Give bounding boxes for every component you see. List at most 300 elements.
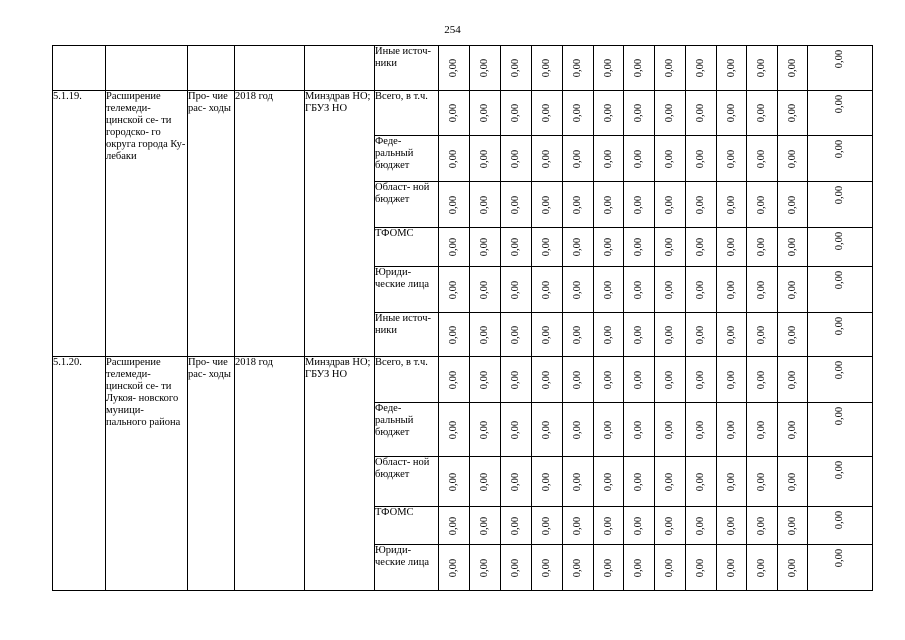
value-cell: [439, 182, 470, 228]
value-text: 0,00: [786, 149, 798, 168]
value-text: 0,00: [510, 103, 521, 123]
value-cell: [439, 267, 470, 313]
value-cell: [808, 313, 873, 357]
value-text: 0,00: [633, 516, 644, 535]
value-cell: [686, 267, 717, 313]
value-text: 0,00: [572, 280, 583, 299]
value-cell: [470, 357, 501, 403]
value-text: 0,00: [479, 472, 490, 491]
value-cell: [501, 182, 532, 228]
value-text: 0,00: [602, 280, 614, 299]
value-cell: [439, 313, 470, 357]
value-text: 0,00: [448, 280, 459, 299]
value-cell: [747, 507, 778, 545]
value-cell: [808, 46, 873, 91]
value-text: 0,00: [510, 195, 521, 214]
value-text: 0,00: [448, 472, 459, 491]
value-cell: [686, 136, 717, 182]
value-cell: [778, 357, 808, 403]
value-cell: [624, 313, 655, 357]
value-cell: [594, 507, 624, 545]
value-text: 0,00: [695, 558, 706, 577]
table-row: [53, 91, 873, 136]
value-text: 0,00: [664, 420, 675, 439]
value-cell: [655, 228, 686, 267]
value-cell: [717, 228, 747, 267]
value-text: 0,00: [572, 58, 583, 78]
project-name: Расширение телемеди- цинской се- ти Лукоя- новского муници- пального района: [106, 357, 188, 591]
value-text: 0,00: [510, 516, 521, 535]
value-text: 0,00: [541, 103, 552, 123]
value-text: 0,00: [786, 325, 798, 344]
value-text: 0,00: [834, 316, 845, 336]
value-cell: [686, 457, 717, 507]
value-text: 0,00: [695, 420, 706, 439]
value-text: 0,00: [725, 58, 737, 78]
value-cell: [594, 228, 624, 267]
value-text: 0,00: [510, 472, 521, 491]
value-cell: [686, 403, 717, 457]
value-cell: [717, 313, 747, 357]
value-text: 0,00: [786, 58, 798, 78]
value-cell: [808, 545, 873, 591]
value-text: 0,00: [633, 472, 644, 491]
value-text: 0,00: [834, 231, 845, 251]
value-cell: [717, 267, 747, 313]
value-cell: [501, 46, 532, 91]
funding-source: Иные источ- ники: [375, 313, 439, 357]
value-text: 0,00: [756, 103, 767, 123]
value-text: 0,00: [479, 149, 490, 168]
funding-source: Юриди- ческие лица: [375, 267, 439, 313]
value-cell: [624, 182, 655, 228]
value-text: 0,00: [510, 420, 521, 439]
value-text: 0,00: [602, 370, 614, 389]
value-cell: [778, 228, 808, 267]
value-cell: [778, 457, 808, 507]
value-text: 0,00: [664, 195, 675, 214]
value-text: 0,00: [602, 516, 614, 535]
value-cell: [624, 457, 655, 507]
value-text: 0,00: [834, 139, 845, 159]
value-cell: [747, 91, 778, 136]
table-row: [53, 46, 873, 91]
value-text: 0,00: [602, 58, 614, 78]
empty-cell: [305, 46, 375, 91]
value-cell: [655, 357, 686, 403]
value-cell: [470, 267, 501, 313]
value-text: 0,00: [448, 195, 459, 214]
value-cell: [686, 545, 717, 591]
value-cell: [624, 507, 655, 545]
value-text: 0,00: [510, 558, 521, 577]
expense-type: Про- чие рас- ходы: [188, 91, 235, 357]
value-text: 0,00: [664, 516, 675, 535]
value-text: 0,00: [510, 149, 521, 168]
value-text: 0,00: [786, 280, 798, 299]
value-cell: [747, 545, 778, 591]
value-cell: [439, 507, 470, 545]
value-text: 0,00: [725, 558, 737, 577]
value-cell: [624, 267, 655, 313]
value-cell: [655, 507, 686, 545]
value-cell: [686, 46, 717, 91]
value-text: 0,00: [572, 195, 583, 214]
project-executor: Минздрав НО; ГБУЗ НО: [305, 357, 375, 591]
value-cell: [532, 228, 563, 267]
value-text: 0,00: [541, 149, 552, 168]
value-text: 0,00: [725, 237, 737, 257]
value-cell: [747, 182, 778, 228]
value-text: 0,00: [725, 472, 737, 491]
value-text: 0,00: [695, 472, 706, 491]
value-cell: [624, 46, 655, 91]
value-text: 0,00: [786, 516, 798, 535]
value-text: 0,00: [479, 195, 490, 214]
value-text: 0,00: [834, 548, 845, 568]
value-text: 0,00: [448, 370, 459, 389]
value-text: 0,00: [479, 558, 490, 577]
value-text: 0,00: [633, 103, 644, 123]
value-text: 0,00: [725, 516, 737, 535]
value-cell: [563, 91, 594, 136]
value-cell: [532, 313, 563, 357]
value-text: 0,00: [541, 195, 552, 214]
value-cell: [501, 403, 532, 457]
budget-table: [52, 45, 873, 591]
value-text: 0,00: [834, 49, 845, 69]
value-text: 0,00: [572, 472, 583, 491]
value-text: 0,00: [633, 420, 644, 439]
value-text: 0,00: [786, 472, 798, 491]
value-text: 0,00: [695, 370, 706, 389]
value-cell: [563, 136, 594, 182]
value-text: 0,00: [664, 558, 675, 577]
value-cell: [655, 182, 686, 228]
value-cell: [439, 46, 470, 91]
value-text: 0,00: [725, 103, 737, 123]
value-cell: [563, 457, 594, 507]
value-text: 0,00: [479, 325, 490, 344]
value-cell: [717, 136, 747, 182]
value-text: 0,00: [834, 94, 845, 114]
value-text: 0,00: [479, 370, 490, 389]
funding-source: ТФОМС: [375, 228, 439, 267]
value-cell: [439, 357, 470, 403]
value-cell: [808, 357, 873, 403]
value-text: 0,00: [664, 370, 675, 389]
value-cell: [808, 182, 873, 228]
value-cell: [501, 507, 532, 545]
value-text: 0,00: [695, 516, 706, 535]
value-cell: [594, 182, 624, 228]
value-text: 0,00: [541, 472, 552, 491]
empty-cell: [188, 46, 235, 91]
value-cell: [532, 267, 563, 313]
value-cell: [717, 91, 747, 136]
value-cell: [532, 403, 563, 457]
value-cell: [563, 228, 594, 267]
page-number: 254: [444, 24, 461, 36]
value-text: 0,00: [448, 516, 459, 535]
value-text: 0,00: [834, 510, 845, 530]
value-cell: [747, 403, 778, 457]
value-text: 0,00: [834, 270, 845, 290]
value-cell: [717, 403, 747, 457]
value-text: 0,00: [602, 558, 614, 577]
value-text: 0,00: [602, 195, 614, 214]
value-cell: [470, 91, 501, 136]
value-text: 0,00: [541, 325, 552, 344]
value-cell: [532, 357, 563, 403]
value-cell: [470, 457, 501, 507]
value-cell: [563, 182, 594, 228]
value-cell: [532, 46, 563, 91]
empty-cell: [235, 46, 305, 91]
value-text: 0,00: [695, 195, 706, 214]
value-text: 0,00: [756, 516, 767, 535]
value-text: 0,00: [572, 558, 583, 577]
value-text: 0,00: [664, 149, 675, 168]
value-cell: [624, 403, 655, 457]
value-text: 0,00: [664, 472, 675, 491]
funding-source: Всего, в т.ч.: [375, 357, 439, 403]
value-text: 0,00: [664, 280, 675, 299]
value-cell: [532, 545, 563, 591]
value-cell: [717, 457, 747, 507]
project-executor: Минздрав НО; ГБУЗ НО: [305, 91, 375, 357]
value-cell: [594, 136, 624, 182]
value-text: 0,00: [572, 516, 583, 535]
value-text: 0,00: [725, 420, 737, 439]
value-cell: [501, 91, 532, 136]
value-cell: [747, 136, 778, 182]
value-text: 0,00: [786, 558, 798, 577]
value-text: 0,00: [602, 420, 614, 439]
value-cell: [563, 313, 594, 357]
value-text: 0,00: [602, 325, 614, 344]
value-text: 0,00: [602, 149, 614, 168]
value-cell: [470, 46, 501, 91]
value-cell: [655, 267, 686, 313]
value-text: 0,00: [695, 325, 706, 344]
value-text: 0,00: [479, 420, 490, 439]
value-cell: [624, 228, 655, 267]
value-text: 0,00: [479, 516, 490, 535]
value-cell: [594, 357, 624, 403]
value-cell: [470, 545, 501, 591]
value-text: 0,00: [834, 360, 845, 380]
funding-source: Феде- ральный бюджет: [375, 403, 439, 457]
value-text: 0,00: [756, 237, 767, 257]
value-text: 0,00: [664, 58, 675, 78]
value-cell: [439, 136, 470, 182]
value-text: 0,00: [510, 58, 521, 78]
value-cell: [778, 507, 808, 545]
value-cell: [686, 182, 717, 228]
value-cell: [532, 136, 563, 182]
value-cell: [501, 545, 532, 591]
value-cell: [717, 357, 747, 403]
value-text: 0,00: [572, 149, 583, 168]
value-text: 0,00: [479, 58, 490, 78]
value-text: 0,00: [786, 195, 798, 214]
value-cell: [747, 357, 778, 403]
expense-type: Про- чие рас- ходы: [188, 357, 235, 591]
value-text: 0,00: [448, 420, 459, 439]
value-text: 0,00: [448, 325, 459, 344]
value-cell: [624, 136, 655, 182]
project-year: 2018 год: [235, 91, 305, 357]
value-cell: [655, 46, 686, 91]
value-cell: [747, 457, 778, 507]
value-cell: [501, 267, 532, 313]
value-cell: [624, 91, 655, 136]
value-text: 0,00: [510, 237, 521, 257]
value-cell: [563, 545, 594, 591]
value-cell: [624, 357, 655, 403]
value-cell: [594, 313, 624, 357]
value-cell: [470, 228, 501, 267]
table-row: [53, 357, 873, 403]
funding-source: Иные источ- ники: [375, 46, 439, 91]
empty-cell: [106, 46, 188, 91]
value-cell: [470, 403, 501, 457]
value-text: 0,00: [786, 237, 798, 257]
value-text: 0,00: [725, 195, 737, 214]
value-text: 0,00: [695, 149, 706, 168]
value-text: 0,00: [541, 370, 552, 389]
value-cell: [778, 136, 808, 182]
funding-source: Юриди- ческие лица: [375, 545, 439, 591]
funding-source: Област- ной бюджет: [375, 457, 439, 507]
value-text: 0,00: [756, 558, 767, 577]
value-text: 0,00: [834, 185, 845, 205]
value-text: 0,00: [633, 280, 644, 299]
value-text: 0,00: [448, 558, 459, 577]
value-text: 0,00: [510, 325, 521, 344]
project-year: 2018 год: [235, 357, 305, 591]
value-cell: [563, 46, 594, 91]
value-cell: [778, 91, 808, 136]
value-cell: [686, 91, 717, 136]
value-text: 0,00: [695, 58, 706, 78]
value-cell: [563, 403, 594, 457]
value-cell: [594, 545, 624, 591]
value-text: 0,00: [602, 237, 614, 257]
value-text: 0,00: [756, 370, 767, 389]
value-cell: [501, 357, 532, 403]
value-cell: [747, 46, 778, 91]
value-text: 0,00: [786, 370, 798, 389]
value-cell: [808, 457, 873, 507]
value-cell: [655, 403, 686, 457]
value-text: 0,00: [572, 325, 583, 344]
value-text: 0,00: [725, 280, 737, 299]
value-cell: [470, 182, 501, 228]
value-cell: [439, 403, 470, 457]
value-cell: [439, 545, 470, 591]
value-cell: [655, 91, 686, 136]
value-cell: [717, 182, 747, 228]
value-text: 0,00: [572, 420, 583, 439]
value-cell: [501, 136, 532, 182]
value-text: 0,00: [541, 516, 552, 535]
value-text: 0,00: [756, 195, 767, 214]
value-text: 0,00: [541, 237, 552, 257]
value-text: 0,00: [633, 558, 644, 577]
value-cell: [686, 313, 717, 357]
value-text: 0,00: [572, 103, 583, 123]
value-cell: [655, 457, 686, 507]
project-code: 5.1.20.: [53, 357, 106, 591]
value-text: 0,00: [541, 280, 552, 299]
value-cell: [594, 267, 624, 313]
value-text: 0,00: [602, 103, 614, 123]
value-text: 0,00: [664, 103, 675, 123]
value-cell: [655, 545, 686, 591]
value-text: 0,00: [756, 149, 767, 168]
value-cell: [563, 357, 594, 403]
value-cell: [717, 545, 747, 591]
value-cell: [532, 507, 563, 545]
value-text: 0,00: [695, 237, 706, 257]
value-cell: [501, 313, 532, 357]
value-text: 0,00: [756, 472, 767, 491]
value-text: 0,00: [633, 325, 644, 344]
value-text: 0,00: [633, 149, 644, 168]
value-cell: [778, 545, 808, 591]
value-text: 0,00: [479, 280, 490, 299]
value-cell: [686, 357, 717, 403]
value-cell: [439, 228, 470, 267]
value-cell: [717, 46, 747, 91]
value-cell: [747, 228, 778, 267]
value-text: 0,00: [510, 370, 521, 389]
value-cell: [808, 136, 873, 182]
funding-source: ТФОМС: [375, 507, 439, 545]
value-text: 0,00: [834, 406, 845, 426]
value-text: 0,00: [541, 58, 552, 78]
value-cell: [778, 46, 808, 91]
value-cell: [808, 267, 873, 313]
value-cell: [655, 136, 686, 182]
value-cell: [439, 91, 470, 136]
value-cell: [439, 457, 470, 507]
value-text: 0,00: [664, 325, 675, 344]
value-cell: [717, 507, 747, 545]
value-cell: [778, 267, 808, 313]
value-cell: [808, 228, 873, 267]
value-cell: [532, 182, 563, 228]
value-text: 0,00: [834, 460, 845, 480]
value-cell: [532, 91, 563, 136]
value-text: 0,00: [572, 370, 583, 389]
value-cell: [747, 313, 778, 357]
value-cell: [686, 507, 717, 545]
value-cell: [563, 267, 594, 313]
value-cell: [624, 545, 655, 591]
value-text: 0,00: [756, 280, 767, 299]
funding-source: Област- ной бюджет: [375, 182, 439, 228]
value-text: 0,00: [602, 472, 614, 491]
value-text: 0,00: [633, 237, 644, 257]
value-text: 0,00: [510, 280, 521, 299]
value-cell: [594, 46, 624, 91]
project-name: Расширение телемеди- цинской се- ти городско- го округа города Ку- лебаки: [106, 91, 188, 357]
value-text: 0,00: [633, 195, 644, 214]
value-text: 0,00: [541, 558, 552, 577]
